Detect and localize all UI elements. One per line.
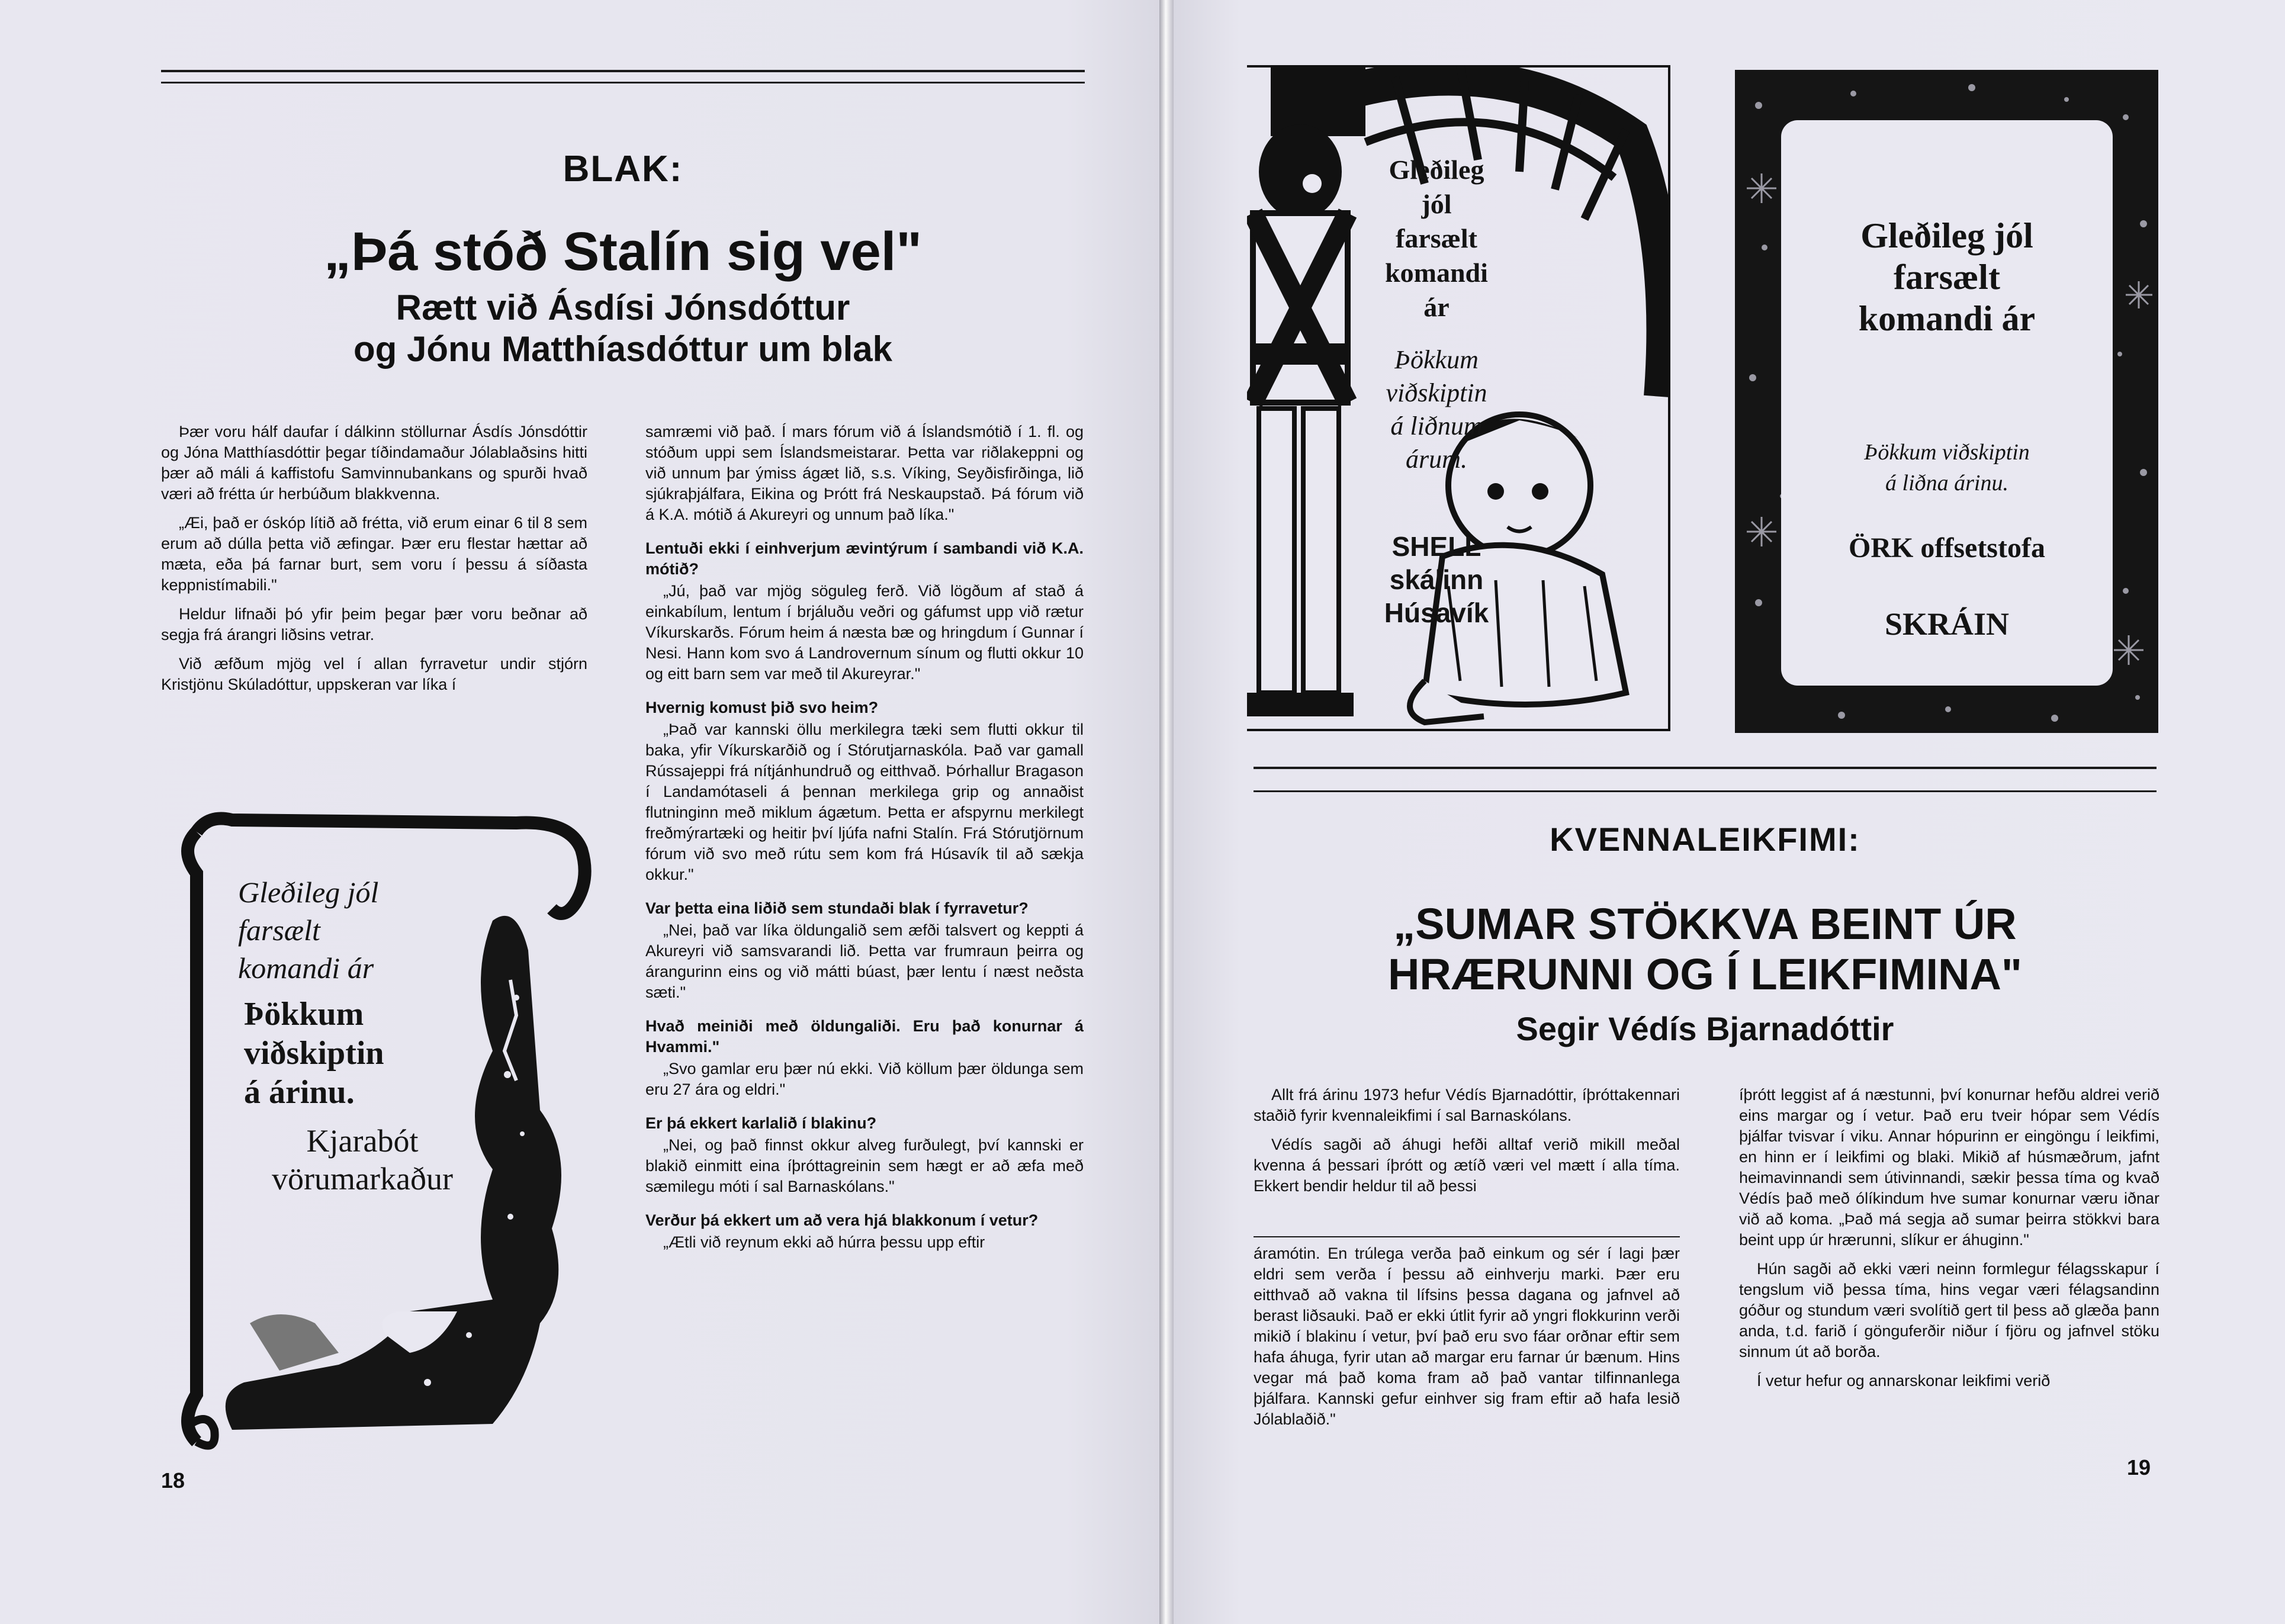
section-kicker: KVENNALEIKFIMI:: [1550, 821, 1860, 858]
ad-company-1: Kjarabót: [306, 1123, 419, 1159]
paragraph: Í vetur hefur og annarskonar leikfimi verið: [1757, 1372, 2051, 1390]
interview-question: Hvað meiniði með öldungaliði. Eru það konurnar á Hvammi.": [645, 1017, 1084, 1056]
ad-greeting-2: farsælt: [238, 914, 320, 947]
article-subhead-1: Rætt við Ásdísi Jónsdóttur: [396, 288, 850, 327]
ork-ad-company-2: SKRÁIN: [1884, 606, 2010, 642]
kjarabot-ad: [161, 802, 611, 1465]
article-subhead-2: og Jónu Matthíasdóttur um blak: [353, 329, 892, 369]
page-number: 19: [2127, 1455, 2151, 1480]
ad-greeting-3: komandi ár: [238, 951, 374, 985]
paragraph: Védís sagði að áhugi hefði alltaf verið mikill meðal kvenna á þessari íþrótt og ætíð væri vel mætt í alla tíma. Ekkert bendir heldur til að þessi: [1254, 1136, 1680, 1195]
left-article-column-2: [645, 422, 1084, 1261]
ad-thanks-1: Þökkum: [244, 996, 364, 1033]
top-rule-2: [161, 82, 1085, 83]
interview-question: Er þá ekkert karlalið í blakinu?: [645, 1114, 877, 1132]
right-article-column-2: [1739, 1085, 2159, 1400]
shell-ad-company-3: Húsavík: [1384, 597, 1489, 628]
paragraph: „Nei, það var líka öldungalið sem æfði talsvert og keppti á Akureyri við samsvarandi lið. Þetta var frumraun þeirra og árangurinn eins og við mátti búast, þær lentu í næst neðsta sæti.": [645, 921, 1084, 1001]
right-article-column-1-bottom: [1254, 1243, 1680, 1438]
section-rule-2: [1254, 790, 2157, 792]
shell-ad: [1247, 65, 1670, 731]
right-article-column-1-top: [1254, 1085, 1680, 1205]
paragraph: „Svo gamlar eru þær nú ekki. Við köllum þær öldunga sem eru 27 ára og eldri.": [645, 1060, 1084, 1098]
paragraph: „Ætli við reynum ekki að húrra þessu upp eftir: [663, 1233, 985, 1251]
right-page: [1174, 0, 2285, 1624]
page-number: 18: [161, 1468, 185, 1493]
shell-ad-line-4: komandi: [1385, 258, 1488, 288]
interview-question: Verður þá ekkert um að vera hjá blakkonum í vetur?: [645, 1211, 1039, 1229]
section-rule: [1254, 767, 2157, 769]
ork-ad-line-3: komandi ár: [1858, 299, 2036, 338]
shell-ad-line-1: Gleðileg: [1389, 155, 1484, 185]
article-byline: Segir Védís Bjarnadóttir: [1516, 1010, 1894, 1047]
paragraph: Hún sagði að ekki væri neinn formlegur félagsskapur í tengslum við þessa tíma, hins vegar væri félagsandinn góður og stundum væri svolítið gert til þess að glæða þann anda, t.d. farið í gönguferðir niður í fjöru og jafnvel stöku sinnum út að borða.: [1739, 1260, 2159, 1361]
page-fold: [1159, 0, 1174, 1624]
top-rule: [161, 70, 1085, 72]
paragraph: „Æi, það er óskóp lítið að frétta, við erum einar 6 til 8 sem erum að dúlla þetta við æfingar. Þær eru flestar hættar að mæta, eða þá farnar burt, sem voru í þessu á síðasta keppnistímabili.": [161, 514, 587, 594]
ad-greeting-1: Gleðileg jól: [238, 876, 379, 909]
section-kicker: BLAK:: [563, 149, 683, 189]
column-divider: [1254, 1236, 1680, 1237]
shell-ad-thanks-2: viðskiptin: [1386, 378, 1487, 407]
paragraph: áramótin. En trúlega verða það einkum og sér í lagi þær eldri sem verða í þessu að einhverju marki. Þær eru eitthvað að vakna til lífsins þessa dagana og jafnvel að berast liðsauki. Það er ekki útlit fyrir að yngri flokkurinn verði mikið í blakinu í vetur, því það eru svo fáar orðnar eftir sem hafa áhuga, fyrir utan að margar eru farnar úr bænum. Hins vegar má það koma fram að það vantar tilfinnanlega þjálfara. Kannski gefur einhver sig fram eftir að hafa lesið Jólablaðið.": [1254, 1244, 1680, 1428]
article-headline-1: „SUMAR STÖKKVA BEINT ÚR: [1393, 899, 2017, 948]
ork-ad-thanks-2: á liðna árinu.: [1885, 471, 2008, 496]
shell-ad-thanks-3: á liðnum: [1390, 411, 1483, 440]
article-headline: „Þá stóð Stalín sig vel": [324, 221, 922, 282]
ork-ad-company-1: ÖRK offsetstofa: [1849, 532, 2045, 564]
paragraph: „Nei, og það finnst okkur alveg furðulegt, því kannski er blakið einmitt eina íþróttagreinin sem hægt er að æfa með sæmilegu móti í sal Barnaskólans.": [645, 1136, 1084, 1195]
paragraph: samræmi við það. Í mars fórum við á Íslandsmótið í 1. fl. og stóðum uppi sem Íslandsmeistarar. Þetta var riðlakeppni og við unnum þar ýmiss ágæt lið, s.s. Víking, Seyðisfirðinga, lið sjúkraþjálfara, Eikina og Þrótt frá Neskaupstað. Þá fórum við á K.A. mótið á Akureyri og unnum það líka.": [645, 423, 1084, 523]
paragraph: „Það var kannski öllu merkilegra tæki sem flutti okkur til baka, yfir Víkurskarðið og í Stórutjarnaskóla. Það var gamall Rússajeppi frá nítjánhundruð og eitthvað. Þórhallur Bragason í Landamótaseli á þennan merkilega grip og annaðist flutninginn með miklum ágætum. Þetta er afspyrnu merkilegt freðmýrartæki og heitir því ljúfa nafni Stalín. Frá Stórutjörnum fórum við svo með rútu sem kom frá Húsavík til að sækja okkur.": [645, 721, 1084, 883]
ork-ad-line-1: Gleðileg jól: [1860, 216, 2033, 255]
paragraph: „Jú, það var mjög söguleg ferð. Við lögðum af stað á einkabílum, lentum í brjáluðu veðri og gáfumst upp við rætur Víkurskarðs. Fórum heim á næsta bæ og hringdum í Gunnar í Nesi. Hann kom svo á Landrovernum sínum og flutti okkur 10 og eitt barn sem var með til Akureyrar.": [645, 582, 1084, 683]
paragraph: Heldur lifnaði þó yfir þeim þegar þær voru beðnar að segja frá árangri liðsins vetrar.: [161, 605, 587, 644]
shell-ad-company-1: SHELL: [1391, 531, 1481, 562]
paragraph: íþrótt leggist af á næstunni, því konurnar hefðu aldrei verið eins margar og í vetur. Það eru tveir hópar sem Védís þjálfar tvisvar í viku. Annar hópurinn er eingöngu í leikfimi, en hinn er í leikfimi og blaki. Mikið af húsmæðrum, jafnt heimavinnandi sem útivinnandi, sækir þessa tíma og kvað Védís það með ólíkindum hve sumar konurnar væru iðnar við að koma. „Það má segja að sumar þeirra stökkvi bara beint upp úr hrærunni, slíkur er áhuginn.": [1739, 1086, 2159, 1249]
shell-ad-line-2: jól: [1421, 189, 1452, 219]
left-article-column-1: [161, 422, 587, 703]
shell-ad-thanks-4: árum.: [1406, 445, 1467, 474]
shell-ad-line-5: ár: [1423, 292, 1450, 322]
paragraph: Allt frá árinu 1973 hefur Védís Bjarnadóttir, íþróttakennari staðið fyrir kvennaleikfimi í sal Barnaskólans.: [1254, 1086, 1680, 1124]
interview-question: Var þetta eina liðið sem stundaði blak í fyrravetur?: [645, 899, 1029, 917]
ad-thanks-3: á árinu.: [244, 1074, 355, 1111]
paragraph: Þær voru hálf daufar í dálkinn stöllurnar Ásdís Jónsdóttir og Jóna Matthíasdóttir þegar tíðindamaður Jólablaðsins hitti þær að máli á kaffistofu Samvinnubankans og spurði hvað væri að frétta úr herbúðum blakkvenna.: [161, 423, 587, 503]
interview-question: Hvernig komust þið svo heim?: [645, 699, 879, 716]
shell-ad-company-2: skálinn: [1389, 564, 1484, 595]
ork-ad-panel: [1781, 120, 2113, 686]
interview-question: Lentuði ekki í einhverjum ævintýrum í sambandi við K.A. mótið?: [645, 539, 1084, 578]
paragraph: Við æfðum mjög vel í allan fyrravetur undir stjórn Kristjönu Skúladóttur, uppskeran var líka í: [161, 655, 587, 693]
shell-ad-thanks-1: Þökkum: [1394, 345, 1479, 374]
article-headline-2: HRÆRUNNI OG Í LEIKFIMINA": [1387, 950, 2023, 999]
ad-company-2: vörumarkaður: [272, 1161, 453, 1197]
ork-skrain-ad: [1735, 70, 2158, 733]
ad-thanks-2: viðskiptin: [244, 1035, 384, 1072]
ork-ad-thanks-1: Þökkum viðskiptin: [1864, 440, 2030, 465]
shell-ad-line-3: farsælt: [1396, 223, 1477, 253]
ork-ad-line-2: farsælt: [1894, 258, 2000, 297]
